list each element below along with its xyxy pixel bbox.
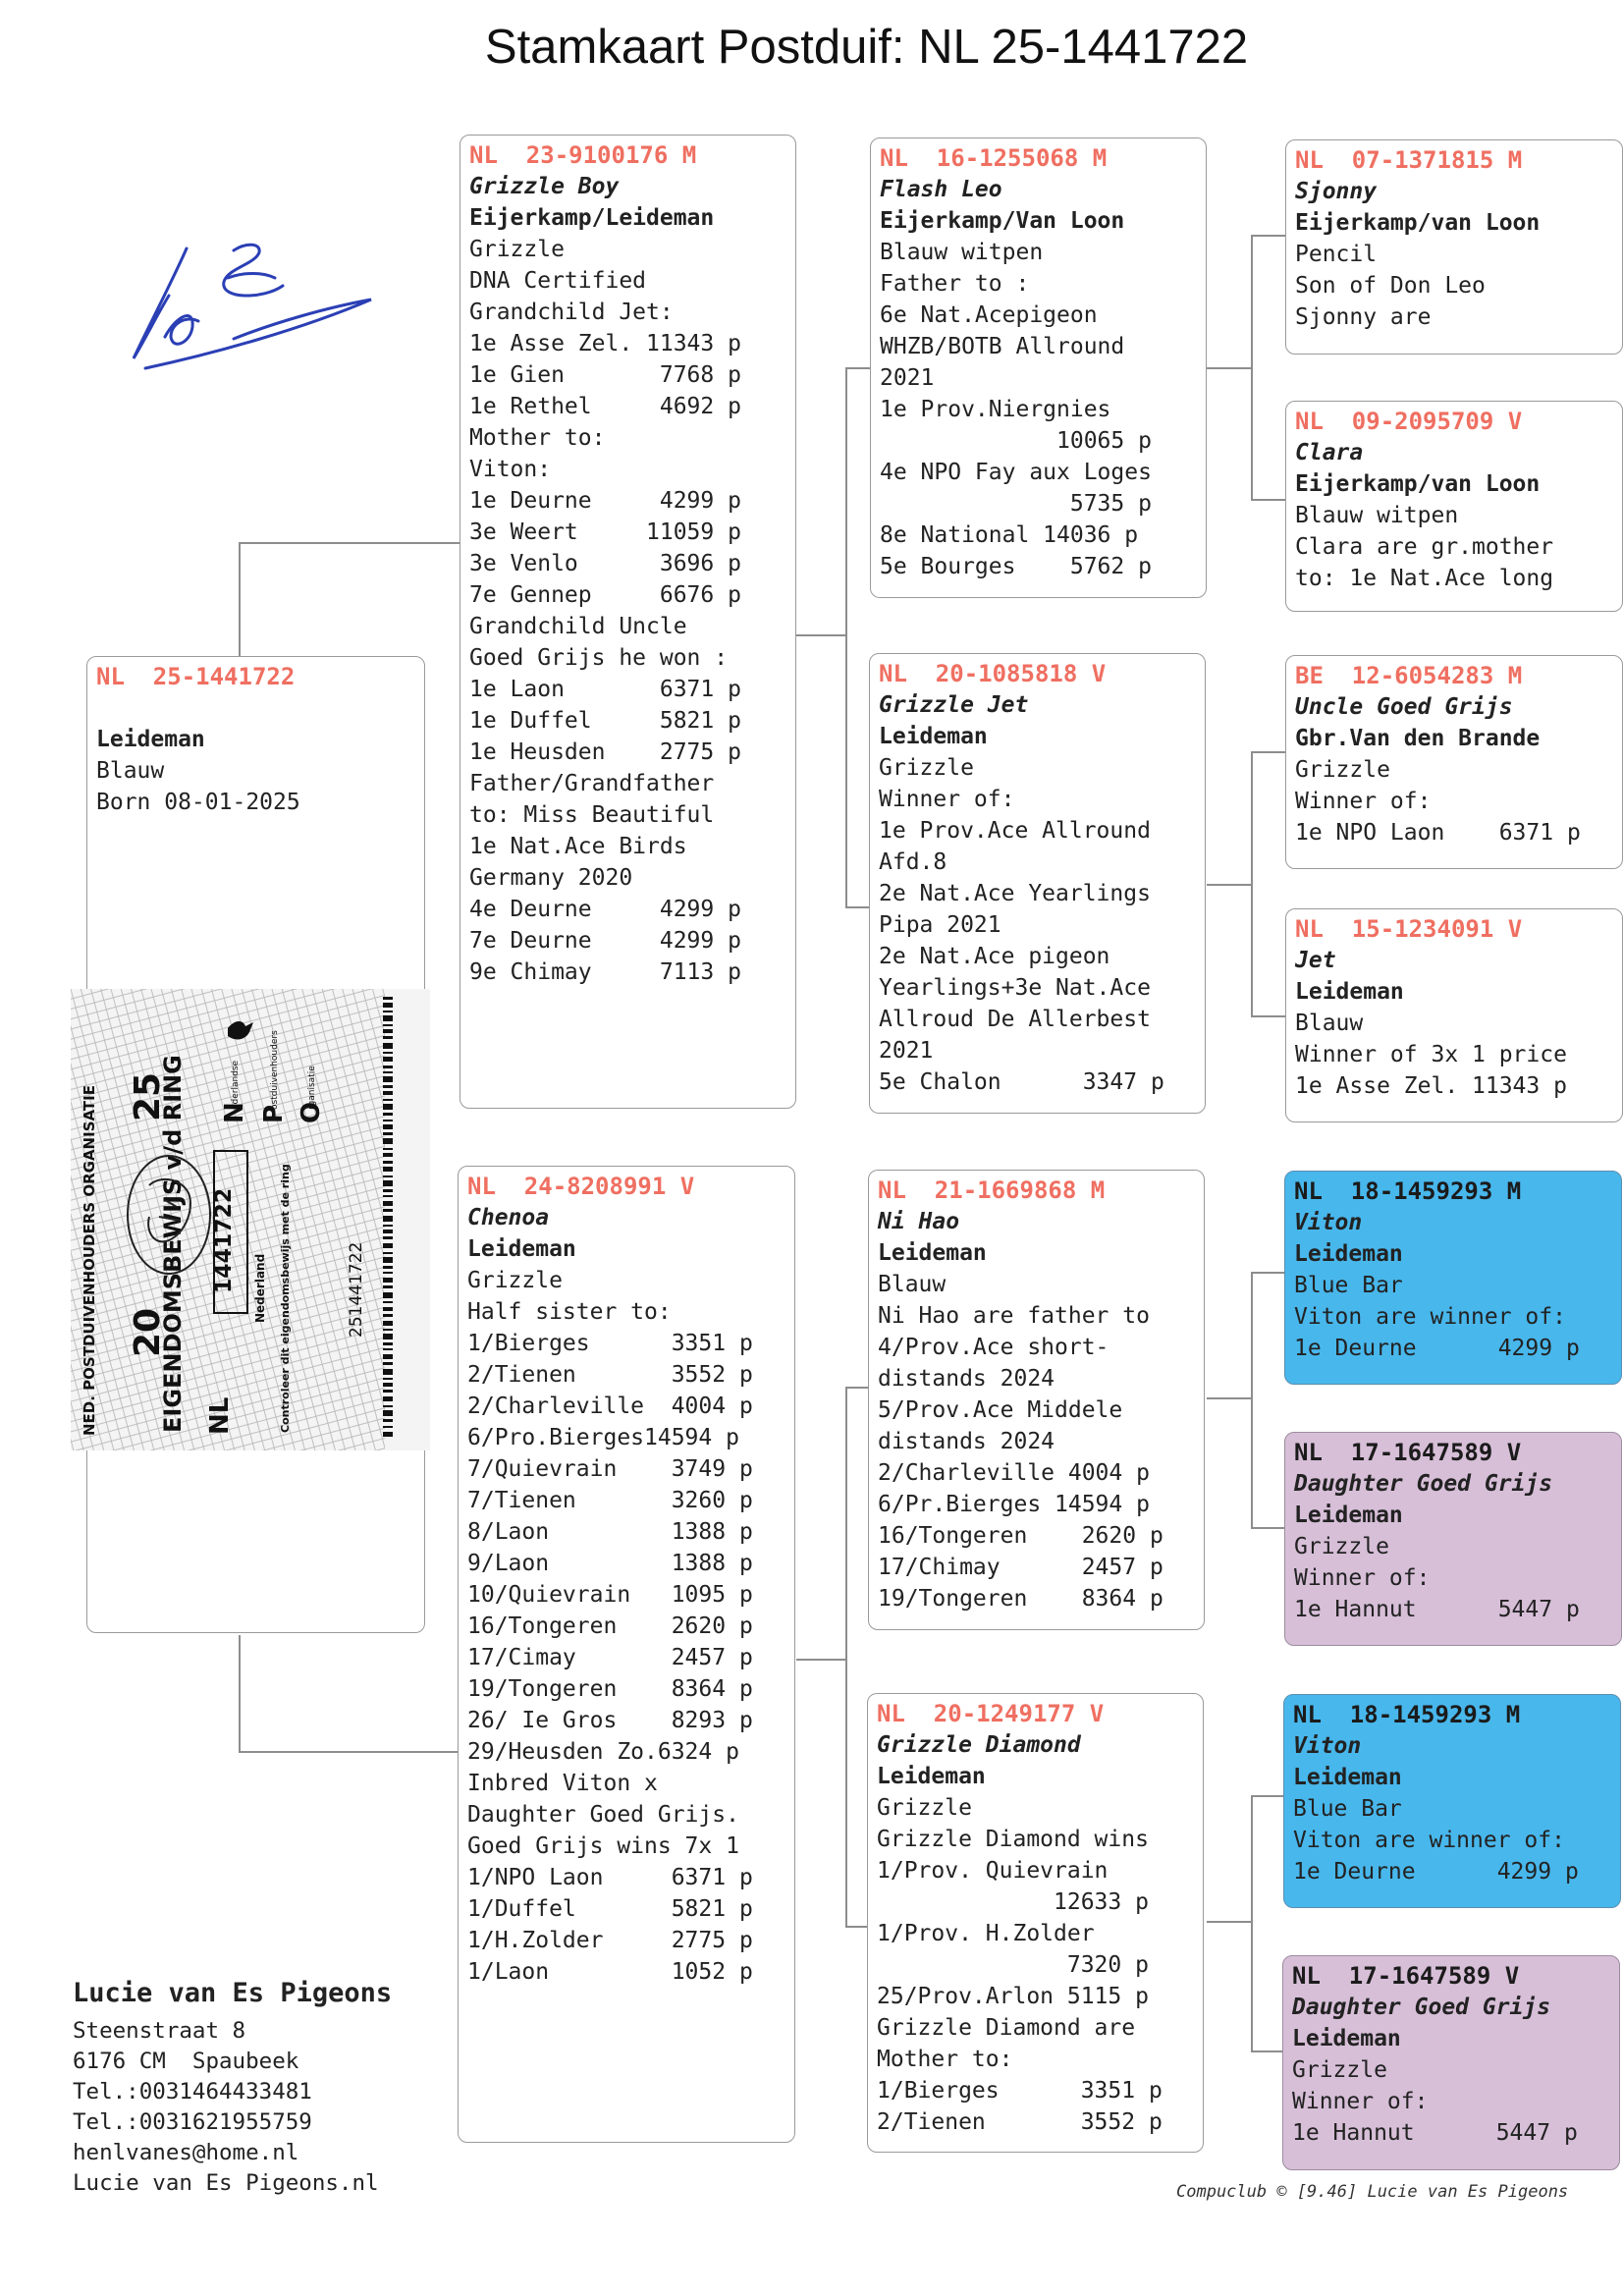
pedigree-line: Viton are winner of: (1293, 1828, 1565, 1853)
breeder-name: Eijerkamp/Leideman (469, 205, 715, 231)
pedigree-line: 12633 p (877, 1889, 1149, 1915)
pedigree-lines (96, 755, 416, 818)
breeder-name: Gbr.Van den Brande (1295, 726, 1541, 751)
pedigree-line: Blauw witpen (1295, 503, 1459, 528)
pedigree-line: 1e Asse Zel. 11343 p (1295, 1073, 1567, 1099)
pedigree-line: 9e Chimay 7113 p (469, 959, 741, 985)
software-credit: Compuclub © [9.46] Lucie van Es Pigeons (1176, 2182, 1569, 2202)
pedigree-line: 8/Laon 1388 p (467, 1519, 753, 1545)
pedigree-line: 3e Venlo 3696 p (469, 551, 741, 576)
pedigree-line: 1/H.Zolder 2775 p (467, 1928, 753, 1953)
pigeon-card-mmf (1283, 1694, 1621, 1908)
pedigree-lines (1295, 1008, 1614, 1102)
ring-number: NL 17-1647589 V (1294, 1439, 1522, 1466)
pedigree-line: 19/Tongeren 8364 p (878, 1586, 1163, 1612)
pedigree-line: 1e Prov.Ace Allround (879, 818, 1151, 844)
ring-number: NL 18-1459293 M (1294, 1177, 1522, 1205)
ring-number: NL 20-1085818 V (879, 660, 1107, 687)
pedigree-line: 1/NPO Laon 6371 p (467, 1865, 753, 1890)
pedigree-line: 29/Heusden Zo.6324 p (467, 1739, 739, 1765)
owner-website: Lucie van Es Pigeons.nl (73, 2170, 379, 2196)
breeder-name: Leideman (1295, 979, 1404, 1005)
pedigree-line: 1e Deurne 4299 p (469, 488, 741, 514)
ownership-card (71, 989, 430, 1450)
pigeon-name: Sjonny (1295, 179, 1378, 204)
pigeon-card-fmm (1285, 908, 1623, 1122)
breeder-name: Eijerkamp/Van Loon (880, 208, 1125, 234)
pedigree-line: 1/Laon 1052 p (467, 1959, 753, 1985)
ring-number: NL 15-1234091 V (1295, 915, 1523, 943)
pedigree-line: 1/Duffel 5821 p (467, 1896, 753, 1922)
pedigree-line: Yearlings+3e Nat.Ace (879, 975, 1151, 1001)
card-npo-word-2: ostduivenhouders (270, 1030, 280, 1110)
pigeon-name: Chenoa (467, 1205, 550, 1230)
pedigree-line: Blauw (878, 1272, 947, 1297)
pedigree-line: 1e Prov.Niergnies (880, 397, 1111, 422)
pedigree-line: Father/Grandfather (469, 771, 715, 796)
ring-number: NL 20-1249177 V (877, 1700, 1105, 1727)
pedigree-line: Goed Grijs wins 7x 1 (467, 1833, 739, 1859)
pedigree-line: Blauw (96, 758, 165, 784)
pedigree-line: 16/Tongeren 2620 p (878, 1523, 1163, 1549)
pigeon-card-mf (868, 1170, 1205, 1630)
breeder-name: Leideman (1294, 1241, 1403, 1267)
pedigree-line: Goed Grijs he won : (469, 645, 729, 671)
pigeon-card-mm (867, 1693, 1204, 2153)
pedigree-line: Blauw witpen (880, 240, 1044, 265)
pedigree-line: Blue Bar (1294, 1273, 1403, 1298)
pedigree-line: 7e Gennep 6676 p (469, 582, 741, 608)
pedigree-line: 1e Heusden 2775 p (469, 739, 741, 765)
pedigree-line: 5735 p (880, 491, 1152, 517)
pedigree-line: 17/Chimay 2457 p (878, 1555, 1163, 1580)
pedigree-line: to: Miss Beautiful (469, 802, 715, 828)
pigeon-name: Grizzle Jet (879, 692, 1029, 718)
breeder-name: Leideman (878, 1240, 987, 1266)
pigeon-name: Clara (1295, 440, 1364, 465)
card-npo-word-1: ederlandse (231, 1060, 241, 1110)
pedigree-line: 1/Prov. Quievrain (877, 1858, 1109, 1884)
pedigree-line: Winner of: (1295, 789, 1432, 814)
pedigree-lines (878, 1269, 1196, 1614)
pedigree-line: Grandchild Uncle (469, 614, 687, 639)
ring-number: BE 12-6054283 M (1295, 662, 1523, 689)
pigeon-card-ffm (1285, 401, 1623, 612)
pedigree-line: Born 08-01-2025 (96, 790, 300, 815)
pedigree-line: Clara are gr.mother (1295, 534, 1554, 560)
pigeon-name: Viton (1294, 1210, 1363, 1235)
card-ring-number: 1441722 (212, 1187, 237, 1293)
pedigree-line: Mother to: (469, 425, 606, 451)
pigeon-name: Ni Hao (878, 1209, 960, 1234)
pedigree-line: 1e Rethel 4692 p (469, 394, 741, 419)
pedigree-line: 6/Pr.Bierges 14594 p (878, 1492, 1150, 1517)
pedigree-line: 2/Charleville 4004 p (878, 1460, 1150, 1486)
pedigree-line: 2021 (880, 365, 935, 391)
breeder-name: Leideman (1293, 1765, 1402, 1790)
pigeon-name: Jet (1295, 948, 1336, 973)
pedigree-line: Grizzle (469, 237, 565, 262)
pedigree-line: Grizzle (1295, 757, 1390, 783)
pedigree-line: Viton: (469, 457, 552, 482)
pedigree-line: to: 1e Nat.Ace long (1295, 566, 1554, 591)
card-npo-word-3: rganisatie (307, 1066, 317, 1110)
ring-number: NL 16-1255068 M (880, 144, 1108, 172)
pigeon-card-mother (458, 1166, 795, 2143)
pedigree-lines (1293, 1793, 1612, 1887)
pedigree-line: DNA Certified (469, 268, 647, 294)
pedigree-line: 1e Deurne 4299 p (1294, 1336, 1580, 1361)
pedigree-line: Pencil (1295, 242, 1378, 267)
pedigree-line: distands 2024 (878, 1429, 1055, 1454)
pedigree-line: 7e Deurne 4299 p (469, 928, 741, 954)
pedigree-line: 5e Bourges 5762 p (880, 554, 1152, 579)
pedigree-line: 1e Nat.Ace Birds (469, 834, 687, 859)
pigeon-name: Viton (1293, 1733, 1362, 1759)
pigeon-name: Daughter Goed Grijs (1292, 1995, 1551, 2020)
pedigree-line: Son of Don Leo (1295, 273, 1486, 299)
owner-phone-2: Tel.:0031621955759 (73, 2109, 312, 2135)
pedigree-line: 1/Bierges 3351 p (877, 2078, 1163, 2104)
pedigree-lines (467, 1265, 786, 1988)
pedigree-line: Grizzle Diamond wins (877, 1827, 1149, 1852)
card-barcode-number: 251441722 (347, 1241, 366, 1338)
pedigree-line: 1/Bierges 3351 p (467, 1331, 753, 1356)
page-title: Stamkaart Postduif: NL 25-1441722 (484, 21, 1249, 74)
pedigree-line: Afd.8 (879, 849, 947, 875)
pedigree-lines (1294, 1531, 1613, 1625)
pedigree-line: 6/Pro.Bierges14594 p (467, 1425, 739, 1450)
ring-number: NL 17-1647589 V (1292, 1962, 1520, 1990)
card-org-text: NED. POSTDUIVENHOUDERS ORGANISATIE (81, 1085, 98, 1436)
pedigree-line: 7/Quievrain 3749 p (467, 1456, 753, 1482)
pigeon-card-mmm (1282, 1955, 1620, 2170)
pedigree-line: Ni Hao are father to (878, 1303, 1150, 1329)
card-npo-n: N (220, 1102, 249, 1123)
card-year-left: 20 (128, 1307, 168, 1357)
pedigree-line: Sjonny are (1295, 304, 1432, 330)
pigeon-card-fm (869, 653, 1206, 1114)
pedigree-line: Winner of: (1294, 1565, 1431, 1591)
owner-address (73, 1978, 392, 2199)
owner-email: henlvanes@home.nl (73, 2140, 299, 2165)
pedigree-lines (877, 1792, 1195, 2138)
pedigree-line: 1e Gien 7768 p (469, 362, 741, 388)
pedigree-line: 9/Laon 1388 p (467, 1551, 753, 1576)
pedigree-lines (880, 237, 1198, 582)
signature-image (126, 221, 391, 388)
breeder-name: Leideman (467, 1236, 576, 1262)
pedigree-line: 26/ Ie Gros 8293 p (467, 1708, 753, 1733)
pigeon-name: Grizzle Boy (469, 174, 620, 199)
pigeon-name: Grizzle Diamond (877, 1732, 1081, 1758)
breeder-name: Leideman (879, 724, 988, 749)
owner-name: Lucie van Es Pigeons (73, 1978, 393, 2008)
ring-number: NL 18-1459293 M (1293, 1701, 1521, 1728)
pigeon-card-fmf (1285, 655, 1623, 869)
pedigree-line: Grandchild Jet: (469, 300, 674, 325)
pedigree-line: 10065 p (880, 428, 1152, 454)
pedigree-line: 2/Charleville 4004 p (467, 1394, 753, 1419)
pedigree-line: 1/Prov. H.Zolder (877, 1921, 1095, 1946)
pedigree-line: 2/Tienen 3552 p (877, 2109, 1163, 2135)
card-title-text: EIGENDOMSBEWIJS v/d RING (159, 1055, 187, 1433)
pedigree-line: 3e Weert 11059 p (469, 519, 741, 545)
pedigree-line: 1e Deurne 4299 p (1293, 1859, 1579, 1885)
pedigree-line: 1e Laon 6371 p (469, 677, 741, 702)
owner-street: Steenstraat 8 (73, 2018, 246, 2044)
pedigree-lines (879, 752, 1197, 1098)
pigeon-name: Flash Leo (880, 177, 1002, 202)
pedigree-line: Pipa 2021 (879, 912, 1001, 938)
pedigree-lines (1292, 2054, 1611, 2149)
ring-number: NL 25-1441722 (96, 663, 296, 690)
pedigree-line: Daughter Goed Grijs. (467, 1802, 739, 1828)
breeder-name: Leideman (877, 1764, 986, 1789)
pedigree-line: 7320 p (877, 1952, 1149, 1978)
pedigree-lines (1294, 1270, 1613, 1364)
pedigree-line: Winner of: (879, 787, 1015, 812)
pedigree-line: 2/Tienen 3552 p (467, 1362, 753, 1388)
pedigree-line: Winner of 3x 1 price (1295, 1042, 1567, 1067)
pedigree-lines (1295, 239, 1614, 333)
pigeon-card-father (460, 135, 796, 1109)
pedigree-line: 2021 (879, 1038, 934, 1064)
pedigree-line: Grizzle (1294, 1534, 1389, 1559)
card-country-name: Nederland (253, 1253, 267, 1323)
owner-phone-1: Tel.:0031464433481 (73, 2079, 312, 2105)
card-check-note: Controleer dit eigendomsbewijs met de ring (279, 1164, 292, 1433)
pedigree-line: 16/Tongeren 2620 p (467, 1613, 753, 1639)
pedigree-line: 25/Prov.Arlon 5115 p (877, 1984, 1149, 2009)
ring-number: NL 09-2095709 V (1295, 408, 1523, 435)
pedigree-line: 1e Hannut 5447 p (1294, 1597, 1580, 1622)
ring-number: NL 21-1669868 M (878, 1176, 1106, 1204)
pedigree-line: Inbred Viton x (467, 1771, 658, 1796)
pigeon-card-mfm (1284, 1432, 1622, 1646)
pedigree-line: WHZB/BOTB Allround (880, 334, 1125, 359)
pedigree-line: distands 2024 (878, 1366, 1055, 1392)
pedigree-line: 6e Nat.Acepigeon (880, 302, 1098, 328)
pedigree-lines (469, 234, 787, 988)
breeder-name: Leideman (1292, 2026, 1401, 2051)
pigeon-card-ff (870, 137, 1207, 598)
ring-number: NL 07-1371815 M (1295, 146, 1523, 174)
pedigree-line: 5e Chalon 3347 p (879, 1069, 1164, 1095)
pedigree-line: 5/Prov.Ace Middele (878, 1397, 1123, 1423)
pedigree-line: Blue Bar (1293, 1796, 1402, 1822)
pedigree-line: Allroud De Allerbest (879, 1007, 1151, 1032)
pedigree-line: Winner of: (1292, 2089, 1429, 2114)
pedigree-line: 1e Duffel 5821 p (469, 708, 741, 734)
pedigree-line: Grizzle (877, 1795, 972, 1821)
pigeon-name (96, 692, 416, 724)
breeder-name: Leideman (1294, 1503, 1403, 1528)
pedigree-line: 1e NPO Laon 6371 p (1295, 820, 1581, 846)
pedigree-line: 4e Deurne 4299 p (469, 897, 741, 922)
ring-number: NL 24-8208991 V (467, 1173, 695, 1200)
pedigree-line: Grizzle Diamond are (877, 2015, 1136, 2041)
pedigree-line: 4/Prov.Ace short- (878, 1335, 1109, 1360)
pedigree-lines (1295, 500, 1614, 594)
card-country-code: NL (205, 1396, 235, 1435)
pedigree-line: 7/Tienen 3260 p (467, 1488, 753, 1513)
owner-postcode: 6176 CM Spaubeek (73, 2049, 299, 2074)
pedigree-line: 1e Asse Zel. 11343 p (469, 331, 741, 356)
card-year-right: 25 (128, 1071, 168, 1121)
pedigree-line: 2e Nat.Ace Yearlings (879, 881, 1151, 906)
pedigree-line: Germany 2020 (469, 865, 633, 891)
breeder-name: Eijerkamp/van Loon (1295, 471, 1541, 497)
pedigree-line: 8e National 14036 p (880, 522, 1139, 548)
breeder-name: Eijerkamp/van Loon (1295, 210, 1541, 236)
pedigree-line: 19/Tongeren 8364 p (467, 1676, 753, 1702)
pedigree-lines (1295, 754, 1614, 848)
card-npo-o: O (297, 1101, 326, 1123)
pedigree-line: 10/Quievrain 1095 p (467, 1582, 753, 1608)
pigeon-card-mff (1284, 1171, 1622, 1385)
pedigree-line: 4e NPO Fay aux Loges (880, 460, 1152, 485)
ring-number: NL 23-9100176 M (469, 141, 697, 169)
pigeon-card-fff (1285, 139, 1623, 355)
pedigree-line: Half sister to: (467, 1299, 672, 1325)
pedigree-line: Mother to: (877, 2047, 1013, 2072)
pedigree-line: Grizzle (879, 755, 974, 781)
pedigree-line: Blauw (1295, 1011, 1364, 1036)
pigeon-name: Daughter Goed Grijs (1294, 1471, 1553, 1497)
pigeon-name: Uncle Goed Grijs (1295, 694, 1513, 720)
breeder-name: Leideman (96, 727, 205, 752)
pedigree-line: Grizzle (467, 1268, 563, 1293)
pedigree-line: 2e Nat.Ace pigeon (879, 944, 1110, 969)
pedigree-line: Father to : (880, 271, 1030, 297)
pedigree-line: Grizzle (1292, 2057, 1387, 2083)
pedigree-line: Viton are winner of: (1294, 1304, 1566, 1330)
pedigree-line: 17/Cimay 2457 p (467, 1645, 753, 1670)
pedigree-line: 1e Hannut 5447 p (1292, 2120, 1578, 2146)
card-npo-p: P (259, 1104, 289, 1123)
